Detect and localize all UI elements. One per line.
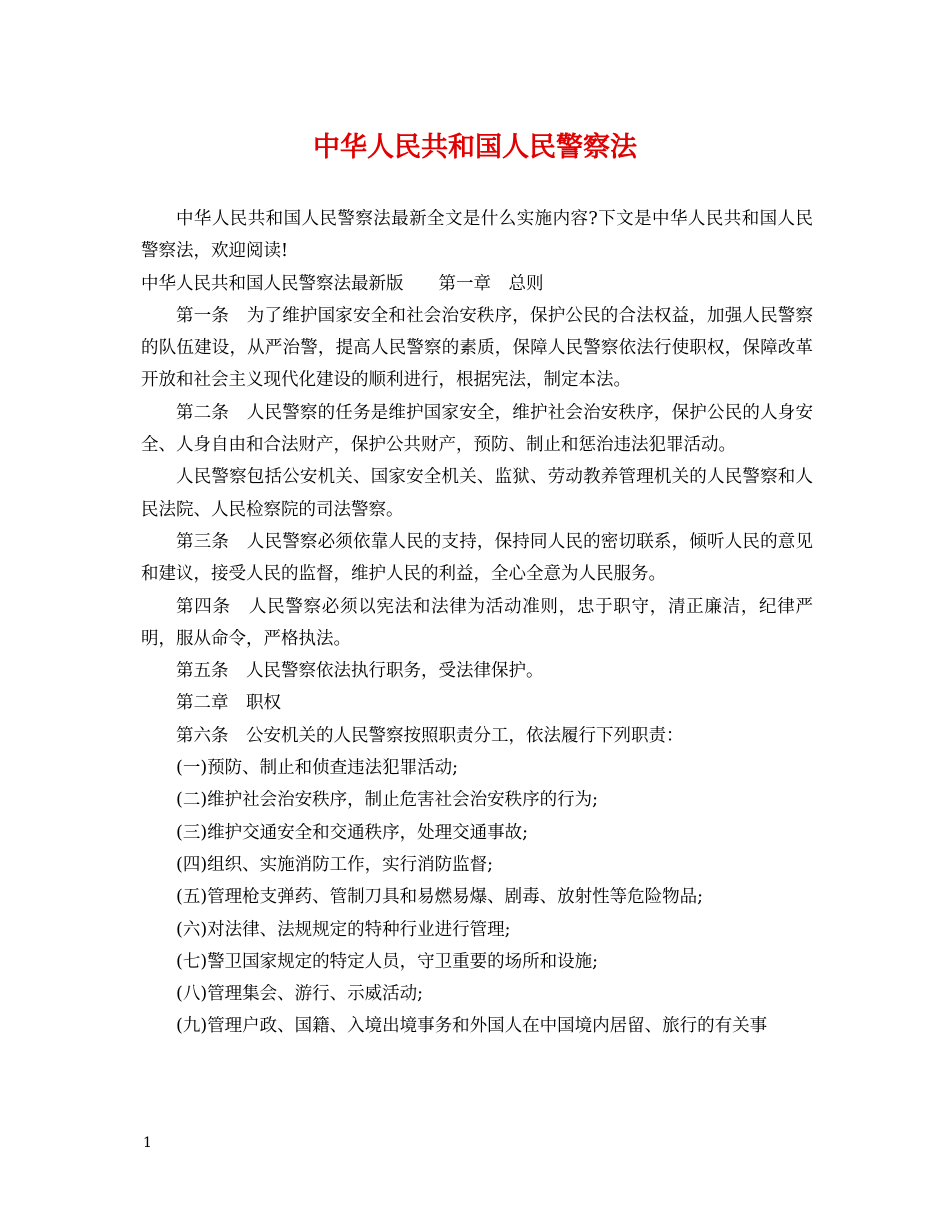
paragraph-article-1: 第一条 为了维护国家安全和社会治安秩序，保护公民的合法权益，加强人民警察的队伍建设，从严治警，提高人民警察的素质，保障人民警察依法行使职权，保障改革开放和社会主义现代化建设的顺利进行，根据宪法，制定本法。 [141, 305, 813, 391]
paragraph-intro: 中华人民共和国人民警察法最新全文是什么实施内容?下文是中华人民共和国人民警察法，欢迎阅读! [141, 209, 813, 262]
paragraph-article-5: 第五条 人民警察依法执行职务，受法律保护。 [176, 661, 544, 682]
list-item: (一)预防、制止和侦查违法犯罪活动; [176, 758, 459, 779]
list-item: (八)管理集会、游行、示威活动; [176, 984, 424, 1005]
paragraph-article-4: 第四条 人民警察必须以宪法和法律为活动准则，忠于职守，清正廉洁，纪律严明，服从命令，严格执法。 [141, 596, 813, 649]
page-number: 1 [143, 1135, 152, 1151]
paragraph-chapter-1-heading: 中华人民共和国人民警察法最新版 第一章 总则 [141, 273, 544, 294]
paragraph-article-2: 第二条 人民警察的任务是维护国家安全，维护社会治安秩序，保护公民的人身安全、人身自由和合法财产，保护公共财产，预防、制止和惩治违法犯罪活动。 [141, 402, 813, 456]
list-item: (四)组织、实施消防工作，实行消防监督; [176, 854, 494, 875]
document-body [141, 203, 813, 1043]
list-item: (七)警卫国家规定的特定人员，守卫重要的场所和设施; [176, 951, 599, 972]
list-item: (二)维护社会治安秩序，制止危害社会治安秩序的行为; [176, 790, 599, 811]
list-item: (六)对法律、法规规定的特种行业进行管理; [176, 919, 511, 940]
list-item: (三)维护交通安全和交通秩序，处理交通事故; [176, 822, 529, 843]
list-item: (九)管理户政、国籍、入境出境事务和外国人在中国境内居留、旅行的有关事 [176, 1016, 768, 1037]
paragraph-article-2-cont: 人民警察包括公安机关、国家安全机关、监狱、劳动教养管理机关的人民警察和人民法院、人民检察院的司法警察。 [141, 467, 813, 520]
paragraph-chapter-2-heading: 第二章 职权 [176, 693, 281, 714]
list-item: (五)管理枪支弹药、管制刀具和易燃易爆、剧毒、放射性等危险物品; [176, 887, 704, 908]
document-title: 中华人民共和国人民警察法 [313, 132, 637, 163]
paragraph-article-3: 第三条 人民警察必须依靠人民的支持，保持同人民的密切联系，倾听人民的意见和建议，接受人民的监督，维护人民的利益，全心全意为人民服务。 [141, 531, 813, 585]
paragraph-article-6: 第六条 公安机关的人民警察按照职责分工，依法履行下列职责： [176, 725, 684, 746]
